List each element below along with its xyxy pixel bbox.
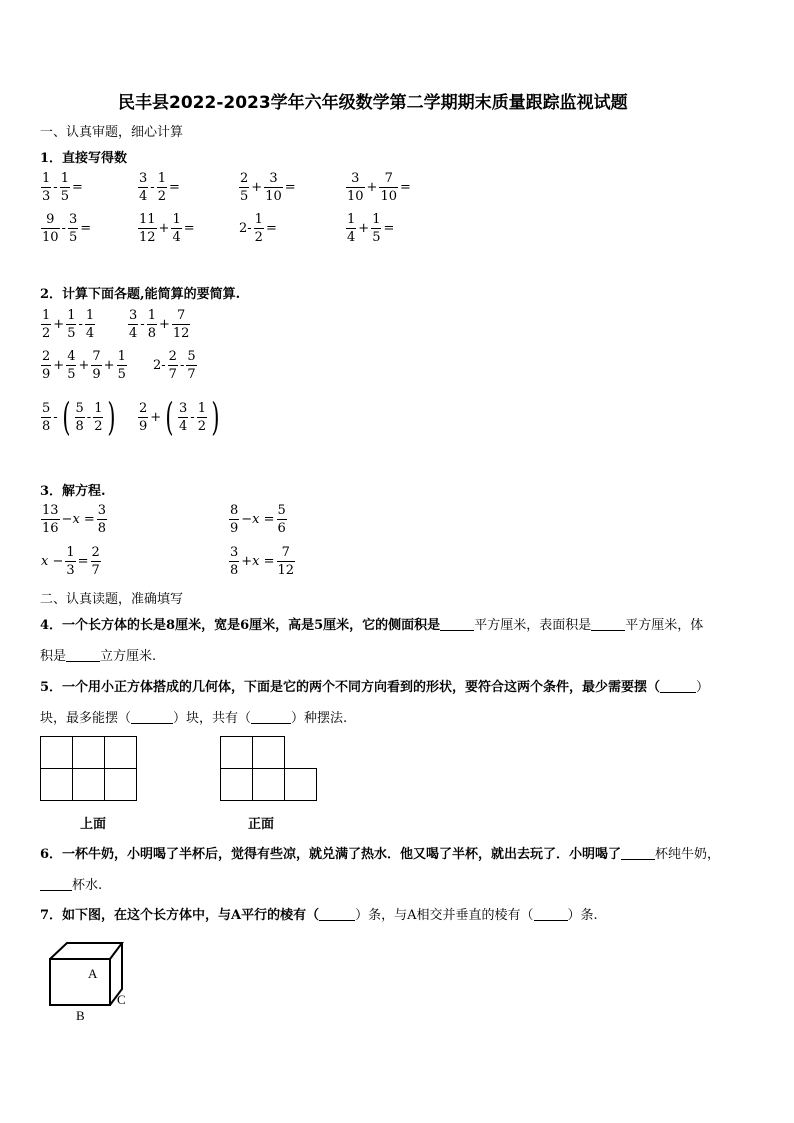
numerator: 7 — [281, 545, 290, 560]
operator: - — [86, 409, 92, 425]
cuboid-label-b: B — [76, 1008, 85, 1023]
denominator: 4 — [172, 230, 181, 245]
q1-expression — [345, 212, 395, 245]
equals-sign: = — [168, 180, 180, 195]
cuboid-top-face — [50, 943, 122, 959]
numerator: 7 — [92, 349, 101, 364]
denominator: 5 — [372, 230, 381, 245]
operator: + — [358, 221, 370, 236]
numerator: 9 — [46, 212, 55, 227]
q1-expression — [40, 212, 92, 245]
fraction — [41, 503, 60, 536]
numerator: 5 — [187, 349, 196, 364]
grid-cell — [221, 769, 253, 801]
operator: + — [53, 358, 65, 373]
grid-cell — [73, 737, 105, 769]
q5-blank-ways[interactable] — [251, 710, 291, 724]
numerator: 3 — [179, 400, 188, 416]
q7-blank-perpendicular[interactable] — [534, 907, 568, 921]
numerator: 5 — [75, 400, 84, 416]
cuboid-label-a: A — [88, 966, 98, 981]
denominator: 2 — [94, 418, 103, 434]
fraction — [65, 545, 75, 578]
left-paren: ( — [165, 395, 174, 439]
denominator: 7 — [168, 367, 177, 382]
q1-expression — [137, 171, 181, 204]
denominator: 12 — [277, 563, 295, 578]
numerator: 1 — [66, 545, 75, 560]
q7-text-1: 7．如下图，在这个长方体中，与A平行的棱有（ — [40, 908, 320, 923]
equals-sign: = — [80, 221, 92, 236]
q1-label: 1．直接写得数 — [40, 151, 128, 166]
grid-cell — [253, 737, 285, 769]
grid-cell — [41, 737, 73, 769]
q4-blank-volume[interactable] — [66, 648, 100, 662]
operator: - — [78, 317, 83, 332]
q7-blank-parallel[interactable] — [319, 907, 355, 921]
grid-cell — [73, 769, 105, 801]
grid-cell — [105, 737, 137, 769]
q2-label: 2．计算下面各题,能简算的要简算. — [40, 287, 241, 302]
numerator: 7 — [384, 171, 393, 186]
numerator: 3 — [68, 212, 78, 227]
fraction — [157, 171, 167, 204]
q2-expression — [152, 349, 198, 382]
denominator: 4 — [347, 230, 356, 245]
numerator: 1 — [94, 400, 103, 416]
q5-text-2: ） — [696, 680, 710, 695]
numerator: 8 — [230, 503, 239, 518]
denominator: 8 — [75, 418, 84, 434]
fraction — [254, 212, 264, 245]
denominator: 5 — [117, 367, 126, 382]
grid-cell — [41, 769, 73, 801]
fraction — [41, 308, 51, 341]
grid-cell — [221, 737, 253, 769]
q6-blank-water[interactable] — [40, 877, 72, 891]
numerator: 2 — [240, 171, 249, 186]
numerator: 3 — [269, 171, 278, 186]
denominator: 12 — [139, 230, 156, 245]
denominator: 2 — [197, 418, 206, 434]
numerator: 1 — [157, 171, 166, 186]
q2-expression — [40, 308, 96, 341]
fraction — [168, 349, 178, 382]
right-paren: ) — [211, 395, 220, 439]
q3-label: 3．解方程. — [40, 484, 106, 499]
fraction — [41, 401, 51, 434]
fraction — [41, 349, 51, 382]
fraction — [229, 503, 239, 536]
fraction — [93, 401, 103, 434]
denominator: 4 — [85, 326, 95, 341]
fraction — [138, 171, 148, 204]
q4-line1 — [40, 614, 703, 633]
top-view-grid — [40, 736, 137, 801]
q5-text-5: ）种摆法. — [291, 711, 348, 726]
q4-text-5: 立方厘米. — [100, 649, 157, 664]
equation-middle: +x = — [241, 554, 275, 569]
fraction — [277, 503, 287, 536]
front-view-label: 正面 — [248, 817, 275, 832]
denominator: 2 — [42, 326, 51, 341]
operator: - — [53, 409, 58, 425]
fraction — [91, 545, 101, 578]
operator: + — [103, 358, 115, 373]
operator: + — [158, 221, 170, 236]
denominator: 10 — [347, 189, 364, 204]
q6-line2 — [40, 874, 102, 893]
fraction — [60, 171, 70, 204]
denominator: 12 — [172, 326, 190, 341]
operator: + — [158, 317, 170, 332]
denominator: 6 — [277, 521, 286, 536]
numerator: 1 — [254, 212, 263, 227]
equals-sign: = — [71, 180, 83, 195]
q4-text-3: 平方厘米，体 — [625, 618, 704, 633]
denominator: 2 — [157, 189, 166, 204]
fraction — [178, 401, 188, 434]
denominator: 9 — [230, 521, 239, 536]
numerator: 3 — [139, 171, 148, 186]
operator: + — [251, 180, 263, 195]
numerator: 1 — [197, 400, 206, 416]
cuboid-front-face — [50, 959, 110, 1005]
equals-sign: = — [265, 221, 277, 236]
numerator: 1 — [67, 308, 76, 323]
q5-text-3: 块，最多能摆（ — [40, 711, 132, 726]
denominator: 3 — [42, 189, 51, 204]
operator: + — [78, 358, 90, 373]
denominator: 5 — [240, 189, 249, 204]
numerator: 3 — [351, 171, 360, 186]
q6-blank-milk[interactable] — [621, 846, 655, 860]
q2-expression — [40, 349, 128, 382]
fraction — [41, 212, 60, 245]
denominator: 10 — [42, 230, 59, 245]
fraction — [379, 171, 398, 204]
fraction — [239, 171, 249, 204]
page-title: 民丰县2022-2023学年六年级数学第二学期期末质量跟踪监视试题 — [118, 93, 628, 113]
equation-middle: −x = — [241, 512, 275, 527]
fraction — [66, 308, 76, 341]
q4-text-1: 4．一个长方体的长是8厘米，宽是6厘米，高是5厘米，它的侧面积是 — [40, 618, 441, 633]
q7-line — [40, 904, 598, 923]
denominator: 9 — [92, 367, 101, 382]
denominator: 10 — [265, 189, 282, 204]
left-paren: ( — [62, 395, 71, 439]
denominator: 8 — [230, 563, 239, 578]
denominator: 8 — [42, 418, 51, 434]
fraction — [68, 212, 78, 245]
denominator: 4 — [129, 326, 138, 341]
fraction — [117, 349, 127, 382]
q5-line1 — [40, 676, 709, 695]
equals-sign: = — [400, 180, 411, 195]
numerator: 4 — [67, 349, 76, 364]
section-2-heading: 二、认真读题，准确填写 — [40, 592, 184, 607]
fraction — [171, 212, 181, 245]
numerator: 1 — [347, 212, 356, 227]
operator: + — [150, 409, 162, 425]
numerator: 5 — [42, 400, 51, 416]
equals-sign: = — [383, 221, 395, 236]
q3-equation — [228, 503, 288, 536]
q6-text-2: 杯纯牛奶， — [655, 847, 721, 862]
fraction — [229, 545, 239, 578]
q4-text-4: 积是 — [40, 649, 67, 664]
q3-equation — [228, 545, 296, 578]
fraction — [264, 171, 283, 204]
operator: - — [150, 180, 155, 195]
cuboid-figure — [40, 935, 140, 1025]
numerator: 3 — [97, 503, 107, 518]
operator: - — [61, 221, 66, 236]
grid-empty — [285, 737, 317, 769]
numerator: 2 — [42, 349, 51, 364]
numerator: 1 — [117, 349, 126, 364]
fraction — [172, 308, 191, 341]
denominator: 4 — [139, 189, 148, 204]
q5-text-4: ）块，共有（ — [173, 711, 252, 726]
numerator: 11 — [139, 212, 156, 227]
denominator: 8 — [147, 326, 156, 341]
fraction — [277, 545, 296, 578]
q3-equation — [40, 545, 102, 578]
numerator: 5 — [277, 503, 286, 518]
q7-text-3: ）条. — [567, 908, 598, 923]
q6-text-3: 杯水. — [72, 878, 103, 893]
fraction — [147, 308, 157, 341]
q2-expression — [40, 395, 119, 439]
denominator: 10 — [380, 189, 397, 204]
fraction — [66, 349, 76, 382]
q5-blank-min[interactable] — [660, 679, 696, 693]
q5-blank-max[interactable] — [131, 710, 173, 724]
denominator: 7 — [187, 367, 196, 382]
denominator: 5 — [67, 367, 76, 382]
fraction — [97, 503, 107, 536]
q6-line1 — [40, 843, 720, 862]
numerator: 7 — [177, 308, 186, 323]
equation-middle: −x = — [61, 512, 95, 527]
q1-expression — [238, 212, 278, 245]
fraction — [346, 171, 365, 204]
numerator: 2 — [168, 349, 177, 364]
equals-sign: = — [183, 221, 195, 236]
q2-expression — [137, 395, 223, 439]
right-paren: ) — [107, 395, 116, 439]
lead-term: 2- — [153, 358, 166, 373]
denominator: 5 — [67, 326, 76, 341]
q5-line2 — [40, 707, 347, 726]
lead-term: x − — [41, 554, 64, 569]
q3-equation — [40, 503, 108, 536]
top-view-label: 上面 — [80, 817, 107, 832]
grid-cell — [105, 769, 137, 801]
numerator: 2 — [139, 400, 148, 416]
denominator: 5 — [68, 230, 78, 245]
front-view-grid — [220, 736, 317, 801]
operator: - — [140, 317, 145, 332]
denominator: 2 — [254, 230, 263, 245]
numerator: 2 — [91, 545, 100, 560]
denominator: 4 — [179, 418, 188, 434]
numerator: 1 — [42, 308, 51, 323]
fraction — [91, 349, 101, 382]
numerator: 3 — [230, 545, 239, 560]
q1-expression — [238, 171, 297, 204]
equals-sign: = — [284, 180, 296, 195]
numerator: 1 — [372, 212, 381, 227]
q7-text-2: ）条，与A相交并垂直的棱有（ — [355, 908, 534, 923]
denominator: 3 — [66, 563, 75, 578]
grid-cell — [253, 769, 285, 801]
fraction — [128, 308, 138, 341]
fraction — [75, 401, 85, 434]
operator: + — [53, 317, 65, 332]
denominator: 9 — [42, 367, 51, 382]
fraction — [85, 308, 95, 341]
q4-blank-side-area[interactable] — [440, 617, 474, 631]
denominator: 16 — [42, 521, 59, 536]
denominator: 8 — [97, 521, 107, 536]
numerator: 3 — [129, 308, 138, 323]
numerator: 13 — [42, 503, 59, 518]
denominator: 5 — [60, 189, 69, 204]
operator: - — [190, 409, 195, 425]
numerator: 1 — [147, 308, 156, 323]
fraction — [138, 401, 148, 434]
equation-middle: = — [77, 554, 89, 569]
numerator: 1 — [172, 212, 181, 227]
q6-text-1: 6．一杯牛奶，小明喝了半杯后，觉得有些凉，就兑满了热水．他又喝了半杯，就出去玩了．小明喝了 — [40, 847, 622, 862]
q1-expression — [40, 171, 84, 204]
fraction — [371, 212, 381, 245]
fraction — [197, 401, 207, 434]
fraction — [41, 171, 51, 204]
cuboid-label-c: C — [117, 992, 126, 1007]
numerator: 1 — [42, 171, 51, 186]
section-1-heading: 一、认真审题，细心计算 — [40, 125, 184, 140]
q1-expression — [137, 212, 196, 245]
q1-expression — [345, 171, 412, 204]
q2-expression — [127, 308, 191, 341]
numerator: 1 — [60, 171, 69, 186]
q4-text-2: 平方厘米，表面积是 — [474, 618, 592, 633]
numerator: 1 — [85, 308, 95, 323]
operator: - — [53, 180, 58, 195]
q5-text-1: 5．一个用小正方体搭成的几何体，下面是它的两个不同方向看到的形状，要符合这两个条件，最少需要摆（ — [40, 680, 661, 695]
lead-term: 2- — [239, 221, 252, 236]
fraction — [138, 212, 157, 245]
q4-blank-surface-area[interactable] — [591, 617, 625, 631]
q4-line2 — [40, 645, 156, 664]
operator: + — [366, 180, 378, 195]
operator: - — [179, 358, 185, 373]
denominator: 9 — [139, 418, 148, 434]
fraction — [186, 349, 196, 382]
denominator: 7 — [91, 563, 100, 578]
grid-cell — [285, 769, 317, 801]
fraction — [346, 212, 356, 245]
